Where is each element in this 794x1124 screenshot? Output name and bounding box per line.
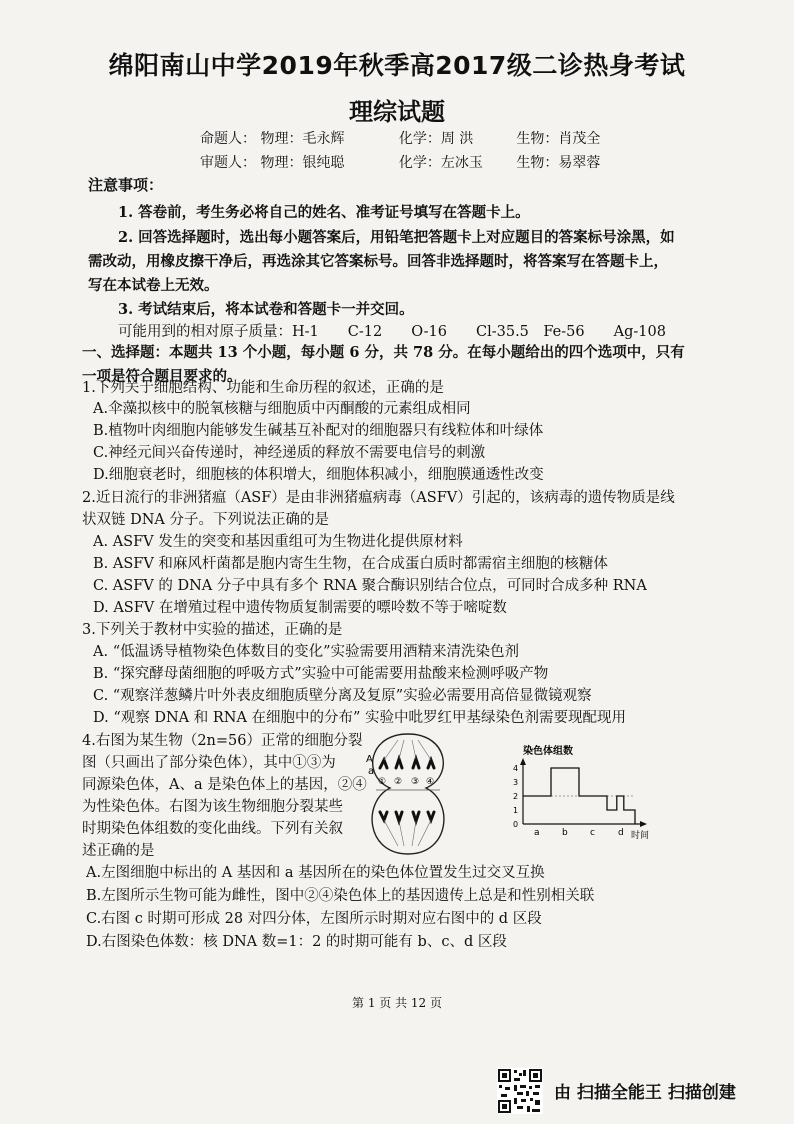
y-tick-label: 0: [513, 820, 519, 829]
y-tick-label: 3: [513, 778, 519, 787]
q2-stem-line-1: 2.近日流行的非洲猪瘟（ASF）是由非洲猪瘟病毒（ASFV）引起的，该病毒的遗传物质是线: [82, 490, 675, 506]
q4-option-d: D.右图染色体数：核 DNA 数=1：2 的时期可能有 b、c、d 区段: [86, 934, 507, 950]
author-biology: 生物：肖茂全: [516, 131, 601, 147]
author-row: [200, 128, 600, 148]
x-axis-label: 时间: [631, 831, 650, 841]
x-category-label: a: [534, 828, 540, 838]
q4-stem-line-6: 述正确的是: [82, 843, 155, 859]
x-axis-arrow-icon: [640, 821, 647, 827]
x-category-label: d: [618, 828, 624, 838]
reviewer-chemistry: 化学：左冰玉: [398, 155, 483, 171]
reviewer-physics: 物理：银纯聪: [260, 155, 345, 171]
y-axis-arrow-icon: [520, 758, 526, 765]
reviewer-row: [200, 152, 600, 172]
q1-option-a: A.伞藻拟核中的脱氧核糖与细胞质中丙酮酸的元素组成相同: [93, 401, 471, 417]
author-physics: 物理：毛永辉: [260, 131, 345, 147]
author-chemistry: 化学：周 洪: [398, 131, 474, 147]
notice-item-2-line-2: 需改动，用橡皮擦干净后，再选涂其它答案标号。回答非选择题时，将答案写在答题卡上，: [88, 253, 668, 270]
notice-item-3: 3. 考试结束后，将本试卷和答题卡一并交回。: [118, 301, 414, 318]
chromosome-label-4: ④: [426, 777, 435, 787]
notice-item-2-line-1: 2. 回答选择题时，选出每小题答案后，用铅笔把答题卡上对应题目的答案标号涂黑，如: [118, 229, 675, 246]
x-category-label: b: [562, 828, 568, 838]
scanner-watermark: 由 扫描全能王 扫描创建: [554, 1083, 736, 1103]
chromosome-label-2: ②: [394, 777, 403, 787]
q2-stem-line-2: 状双链 DNA 分子。下列说法正确的是: [82, 512, 330, 528]
cell-division-diagram: [358, 728, 458, 860]
chromosome-set-line: [523, 768, 635, 824]
q3-option-c: C. “观察洋葱鳞片叶外表皮细胞质壁分离及复原”实验必需要用高倍显微镜观察: [93, 688, 592, 704]
q2-option-b: B. ASFV 和麻风杆菌都是胞内寄生生物，在合成蛋白质时都需宿主细胞的核糖体: [93, 556, 608, 572]
q3-stem: 3.下列关于教材中实验的描述，正确的是: [82, 622, 343, 638]
q2-option-c: C. ASFV 的 DNA 分子中具有多个 RNA 聚合酶识别结合位点，可同时合成多种 RNA: [93, 578, 647, 594]
q4-stem-line-3: 同源染色体，A、a 是染色体上的基因，②④: [82, 777, 367, 793]
section-heading-line-2: 一项是符合题目要求的。: [82, 368, 242, 385]
section-heading-line-1: 一、选择题：本题共 13 个小题，每小题 6 分，共 78 分。在每小题给出的四个选项中，只有: [82, 344, 685, 361]
x-category-label: c: [590, 828, 595, 838]
gene-label-A: A: [366, 754, 373, 765]
notice-item-2-line-3: 写在本试卷上无效。: [88, 277, 219, 294]
q4-stem-line-1: 4.右图为某生物（2n=56）正常的细胞分裂: [82, 733, 363, 749]
chromosome-set-chart: [505, 742, 665, 842]
chromosome-label-1: ①: [378, 777, 387, 787]
q4-option-b: B.左图所示生物可能为雌性，图中②④染色体上的基因遗传上总是和性别相关联: [86, 888, 595, 904]
q3-option-a: A. “低温诱导植物染色体数目的变化”实验需要用酒精来清洗染色剂: [93, 644, 520, 660]
notice-item-1: 1. 答卷前，考生务必将自己的姓名、准考证号填写在答题卡上。: [118, 204, 530, 221]
q1-option-c: C.神经元间兴奋传递时，神经递质的释放不需要电信号的刺激: [93, 445, 486, 461]
q1-option-b: B.植物叶肉细胞内能够发生碱基互补配对的细胞器只有线粒体和叶绿体: [93, 423, 544, 439]
y-tick-label: 4: [513, 764, 519, 773]
q2-option-a: A. ASFV 发生的突变和基因重组可为生物进化提供原材料: [93, 534, 463, 550]
q4-option-a: A.左图细胞中标出的 A 基因和 a 基因所在的染色体位置发生过交叉互换: [86, 865, 545, 881]
q1-stem: 1.下列关于细胞结构、功能和生命历程的叙述，正确的是: [82, 380, 444, 396]
chromosome-label-3: ③: [411, 777, 420, 787]
q2-option-d: D. ASFV 在增殖过程中遗传物质复制需要的嘌呤数不等于嘧啶数: [93, 600, 507, 616]
exam-title: 绵阳南山中学2019年秋季高2017级二诊热身考试: [108, 51, 686, 80]
gene-label-a: a: [368, 766, 375, 777]
q4-stem-line-2: 图（只画出了部分染色体），其中①③为: [82, 755, 336, 771]
qr-code-icon: [497, 1068, 543, 1114]
page-footer: 第 1 页 共 12 页: [352, 996, 442, 1010]
atomic-masses: 可能用到的相对原子质量：H-1 C-12 O-16 Cl-35.5 Fe-56 Ag-108: [118, 324, 666, 340]
notice-heading: 注意事项：: [88, 176, 164, 194]
q3-option-b: B. “探究酵母菌细胞的呼吸方式”实验中可能需要用盐酸来检测呼吸产物: [93, 666, 549, 682]
reviewer-biology: 生物：易翠蓉: [516, 155, 601, 171]
chart-title: 染色体组数: [523, 746, 573, 757]
q4-option-c: C.右图 c 时期可形成 28 对四分体，左图所示时期对应右图中的 d 区段: [86, 911, 542, 927]
q1-option-d: D.细胞衰老时，细胞核的体积增大，细胞体积减小，细胞膜通透性改变: [93, 467, 544, 483]
y-tick-label: 1: [513, 806, 519, 815]
author-label: 命题人：: [200, 131, 256, 147]
y-tick-label: 2: [513, 792, 519, 801]
q4-stem-line-4: 为性染色体。右图为该生物细胞分裂某些: [82, 799, 343, 815]
q4-stem-line-5: 时期染色体组数的变化曲线。下列有关叙: [82, 821, 343, 837]
q3-option-d: D. “观察 DNA 和 RNA 在细胞中的分布” 实验中吡罗红甲基绿染色剂需要现配现用: [93, 710, 627, 726]
reviewer-label: 审题人：: [200, 155, 256, 171]
exam-subtitle: 理综试题: [349, 98, 445, 126]
